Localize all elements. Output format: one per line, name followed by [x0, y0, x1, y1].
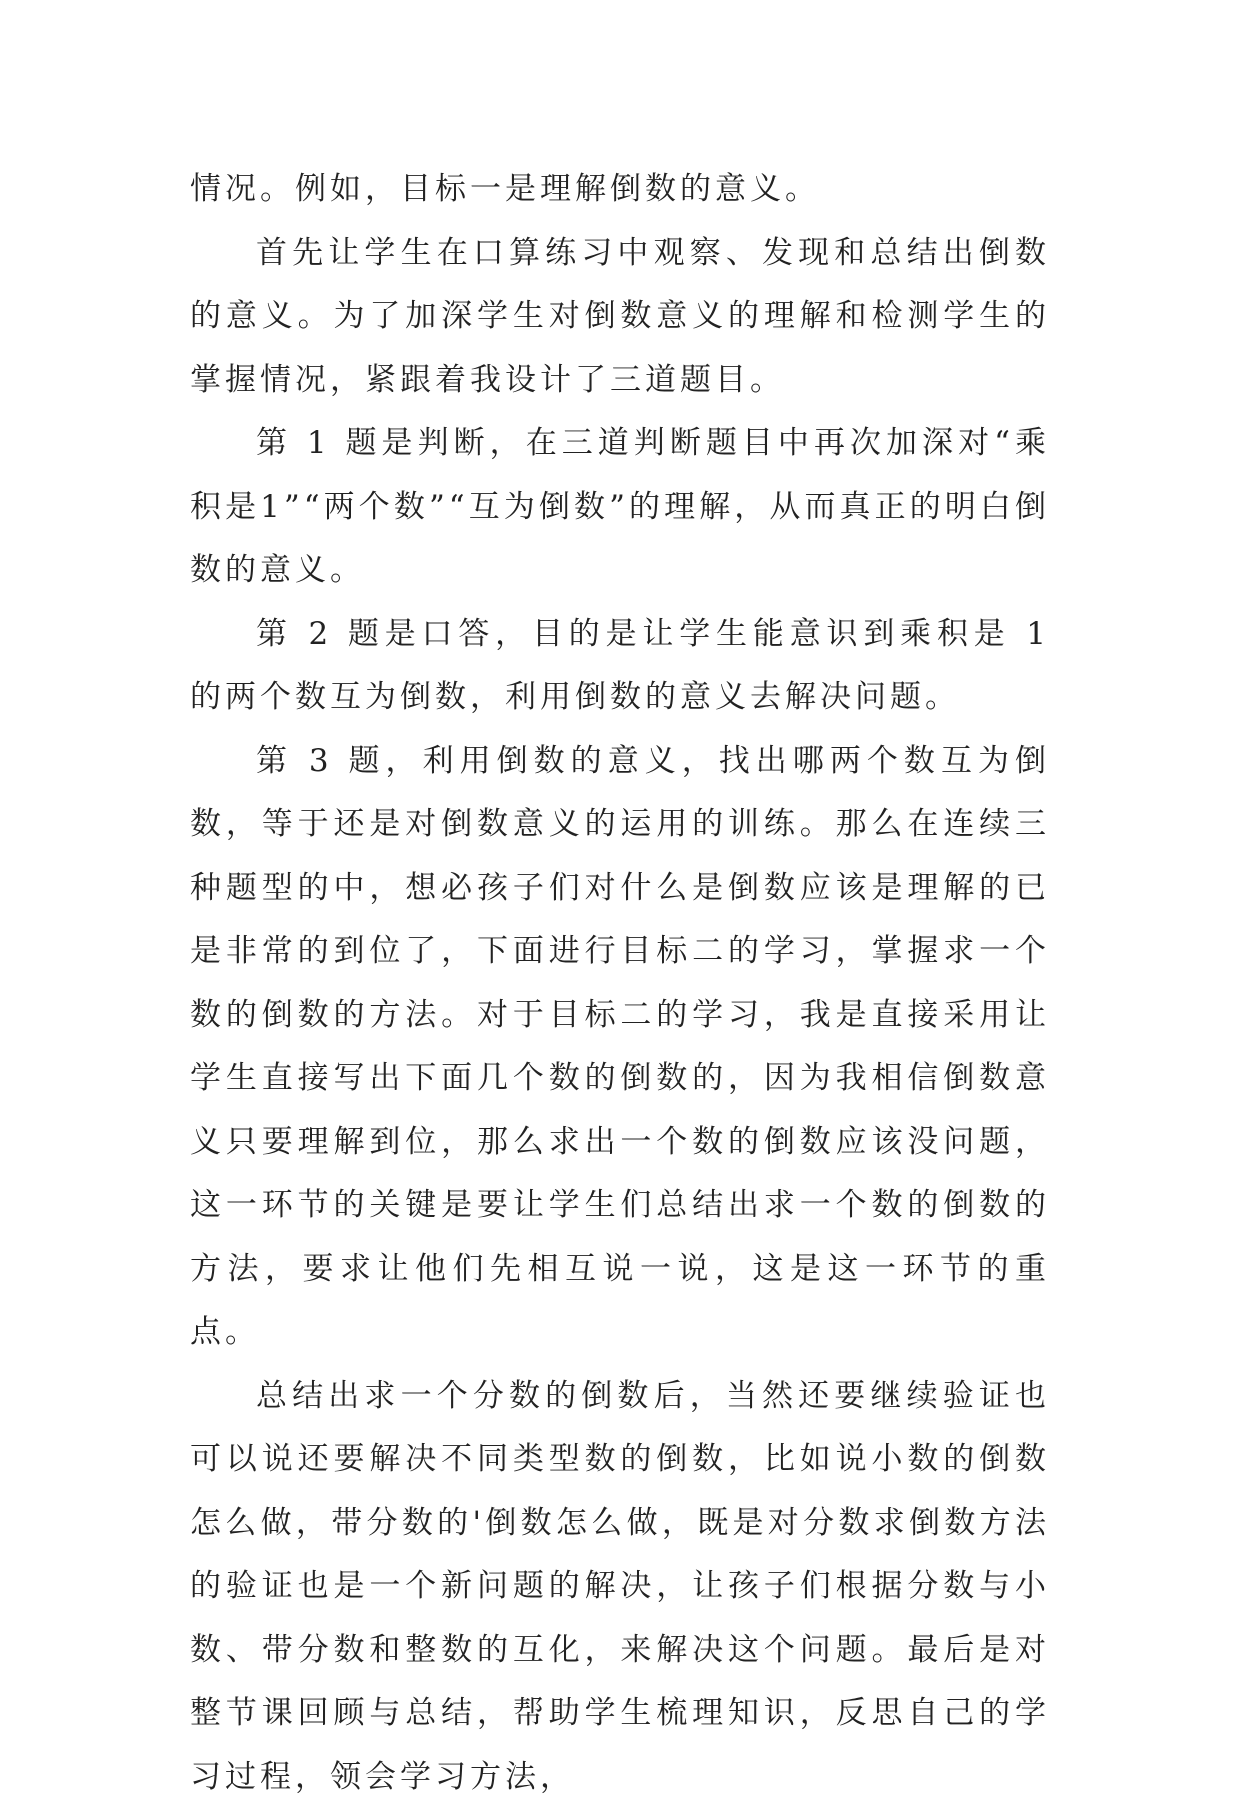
paragraph-4: 第 2 题是口答，目的是让学生能意识到乘积是 1 的两个数互为倒数，利用倒数的意义去解决问题。: [190, 603, 1050, 730]
paragraph-1: 情况。例如，目标一是理解倒数的意义。: [190, 158, 1050, 222]
paragraph-3: 第 1 题是判断，在三道判断题目中再次加深对“乘积是1”“两个数”“互为倒数”的理解，从而真正的明白倒数的意义。: [190, 412, 1050, 603]
paragraph-6: 总结出求一个分数的倒数后，当然还要继续验证也可以说还要解决不同类型数的倒数，比如说小数的倒数怎么做，带分数的'倒数怎么做，既是对分数求倒数方法的验证也是一个新问题的解决，让孩子们根据分数与小数、带分数和整数的互化，来解决这个问题。最后是对整节课回顾与总结，帮助学生梳理知识，反思自己的学习过程，领会学习方法，: [190, 1365, 1050, 1809]
document-body: [190, 158, 1050, 1809]
paragraph-5: 第 3 题，利用倒数的意义，找出哪两个数互为倒数，等于还是对倒数意义的运用的训练。那么在连续三种题型的中，想必孩子们对什么是倒数应该是理解的已是非常的到位了，下面进行目标二的学习，掌握求一个数的倒数的方法。对于目标二的学习，我是直接采用让学生直接写出下面几个数的倒数的，因为我相信倒数意义只要理解到位，那么求出一个数的倒数应该没问题，这一环节的关键是要让学生们总结出求一个数的倒数的方法，要求让他们先相互说一说，这是这一环节的重点。: [190, 730, 1050, 1365]
paragraph-2: 首先让学生在口算练习中观察、发现和总结出倒数的意义。为了加深学生对倒数意义的理解和检测学生的掌握情况，紧跟着我设计了三道题目。: [190, 222, 1050, 413]
